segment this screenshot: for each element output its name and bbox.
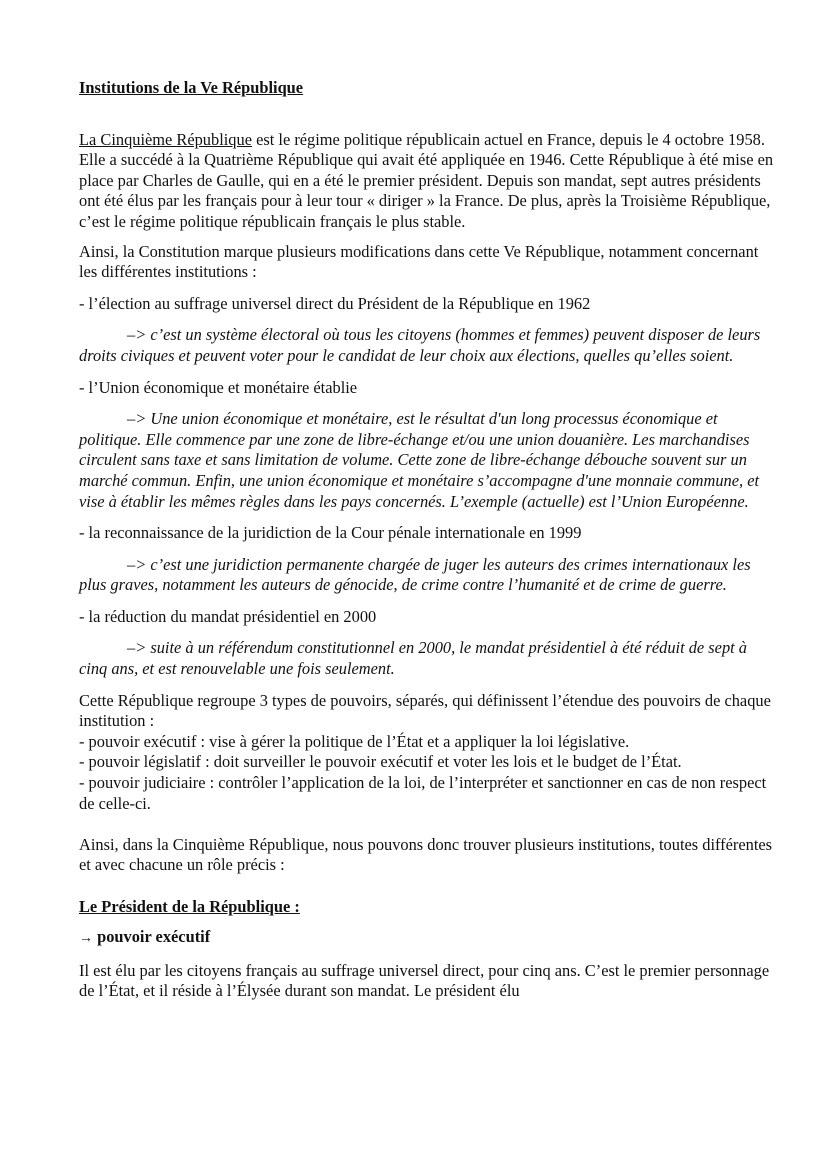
- modification-item: - la réduction du mandat présidentiel en 2000: [79, 606, 377, 626]
- document-page: [79, 78, 779, 1002]
- spacer: [79, 814, 779, 835]
- spacer: [79, 876, 779, 897]
- president-text: Il est élu par les citoyens français au suffrage universel direct, pour cinq ans. C’est le premier personnage de l’État, et il réside à l’Élysée durant son mandat. Le président élu: [79, 960, 770, 1001]
- subheading-text: pouvoir exécutif: [97, 927, 211, 947]
- arrow-right-icon: →: [79, 931, 93, 947]
- president-heading: Le Président de la République :: [79, 896, 300, 916]
- constitution-intro: Ainsi, la Constitution marque plusieurs modifications dans cette Ve République, notamment concernant les différentes institutions :: [79, 241, 759, 282]
- power-legislative: - pouvoir législatif : doit surveiller le pouvoir exécutif et voter les lois et le budget de l’État.: [79, 752, 682, 772]
- modification-explanation: –> suite à un référendum constitutionnel en 2000, le mandat présidentiel à été réduit de sept à cinq ans, et est renouvelable une fois seulement.: [79, 638, 747, 679]
- cinquieme-republique-link[interactable]: La Cinquième République: [79, 129, 252, 149]
- power-judicial: - pouvoir judiciaire : contrôler l’application de la loi, de l’interpréter et sanctionner en cas de non respect de celle-ci.: [79, 773, 767, 813]
- powers-intro: Cette République regroupe 3 types de pouvoirs, séparés, qui définissent l’étendue des pouvoirs de chaque institution :: [79, 690, 771, 731]
- president-subheading: [79, 927, 779, 950]
- intro-paragraph: [79, 130, 779, 233]
- modification-item: - l’Union économique et monétaire établie: [79, 377, 358, 397]
- modification-explanation: –> Une union économique et monétaire, est le résultat d'un long processus économique et politique. Elle commence par une zone de libre-échange et/ou une union douanière. Les marchandises circulent sans taxe et sans limitation de volume. Cette zone de libre-échange débouche souvent sur un marché commun. Enfin, une union économique et monétaire s’accompagne d'une monnaie commune, et vise à établir les mêmes règles dans les pays concernés. L’exemple (actuelle) est l’Union Européenne.: [79, 409, 760, 511]
- powers-section: [79, 691, 779, 815]
- modification-item: - la reconnaissance de la juridiction de la Cour pénale internationale en 1999: [79, 523, 582, 543]
- intro-text: est le régime politique républicain actuel en France, depuis le 4 octobre 1958. Elle a succédé à la Quatrième République qui avait été appliquée en 1946. Cette République à été mise en place par Charles de Gaulle, qui en a été le premier président. Depuis son mandat, sept autres présidents ont été élus par les français pour à leur tour « diriger » la France. De plus, après la Troisième République, c’est le régime politique républicain français le plus stable.: [79, 129, 774, 231]
- document-title: Institutions de la Ve République: [79, 78, 304, 97]
- modification-item: - l’élection au suffrage universel direct du Président de la République en 1962: [79, 293, 591, 313]
- modification-explanation: –> c’est une juridiction permanente chargée de juger les auteurs des crimes internationaux les plus graves, notamment les auteurs de génocide, de crime contre l’humanité et de crime de guerre.: [79, 554, 751, 595]
- modification-explanation: –> c’est un système électoral où tous les citoyens (hommes et femmes) peuvent disposer de leurs droits civiques et peuvent voter pour le candidat de leur choix aux élections, quelles qu’elles soient.: [79, 325, 761, 365]
- institutions-intro: Ainsi, dans la Cinquième République, nous pouvons donc trouver plusieurs institutions, toutes différentes et avec chacune un rôle précis :: [79, 834, 773, 875]
- power-executive: - pouvoir exécutif : vise à gérer la politique de l’État et a appliquer la loi législative.: [79, 731, 630, 751]
